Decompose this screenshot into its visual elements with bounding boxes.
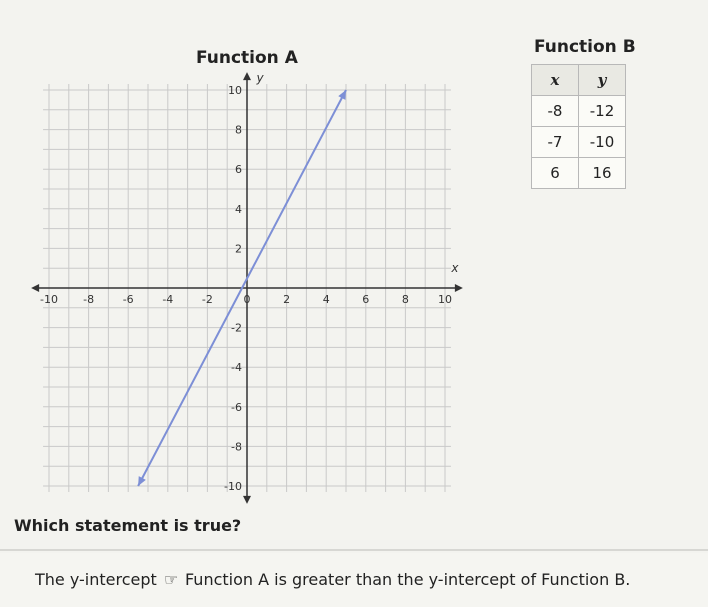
table-cell-y: -10 xyxy=(579,127,626,158)
y-tick-label: 6 xyxy=(235,163,242,177)
y-axis-label: y xyxy=(256,71,264,86)
table-cell-x: 6 xyxy=(532,158,579,189)
x-tick-label: 4 xyxy=(322,293,330,306)
y-tick-label: -2 xyxy=(231,321,242,335)
answer-option-button[interactable] xyxy=(0,553,708,607)
answer-text-part2: Function A is greater than the y-intercept of Function B. xyxy=(179,570,631,589)
y-axis-arrow xyxy=(243,72,251,80)
table-cell-x: -7 xyxy=(532,127,579,158)
x-tick-label: -4 xyxy=(162,293,174,306)
y-tick-label: 10 xyxy=(228,84,242,97)
x-tick-label: -10 xyxy=(40,293,58,306)
x-tick-label: -8 xyxy=(83,293,95,306)
y-tick-label: -10 xyxy=(224,480,242,493)
table-row xyxy=(532,158,626,189)
table-header-row xyxy=(532,65,626,96)
x-tick-label: 10 xyxy=(438,293,452,306)
x-tick-label: -6 xyxy=(122,293,134,306)
table-cell-y: 16 xyxy=(579,158,626,189)
answer-option-label xyxy=(35,570,630,589)
table-header-x: x xyxy=(532,65,579,96)
y-tick-label: -8 xyxy=(231,440,242,454)
x-tick-label: 0 xyxy=(243,293,251,306)
y-tick-label: -6 xyxy=(231,400,242,414)
y-tick-label: 2 xyxy=(235,242,242,256)
x-tick-label: 6 xyxy=(362,293,370,306)
table-row xyxy=(532,127,626,158)
table-cell-y: -12 xyxy=(579,96,626,127)
x-axis-arrow xyxy=(455,284,463,292)
answer-text-part1: The y-intercept xyxy=(35,570,162,589)
function-b-table xyxy=(531,64,626,189)
x-axis-arrow xyxy=(31,284,39,292)
x-axis-label: x xyxy=(451,261,459,275)
y-tick-label: -4 xyxy=(231,361,242,375)
hand-pointer-icon: ☞ xyxy=(163,570,179,589)
x-tick-label: 8 xyxy=(401,293,409,306)
table-header-y: y xyxy=(579,65,626,96)
y-tick-label: 8 xyxy=(235,123,242,137)
table-row xyxy=(532,96,626,127)
divider xyxy=(0,549,708,551)
x-tick-label: -2 xyxy=(201,293,213,306)
question-text: Which statement is true? xyxy=(14,516,242,535)
function-a-title: Function A xyxy=(196,48,298,68)
function-b-title: Function B xyxy=(534,37,636,57)
y-axis-arrow xyxy=(243,496,251,504)
table-cell-x: -8 xyxy=(532,96,579,127)
y-tick-label: 4 xyxy=(235,202,242,216)
x-tick-label: 2 xyxy=(283,293,291,306)
